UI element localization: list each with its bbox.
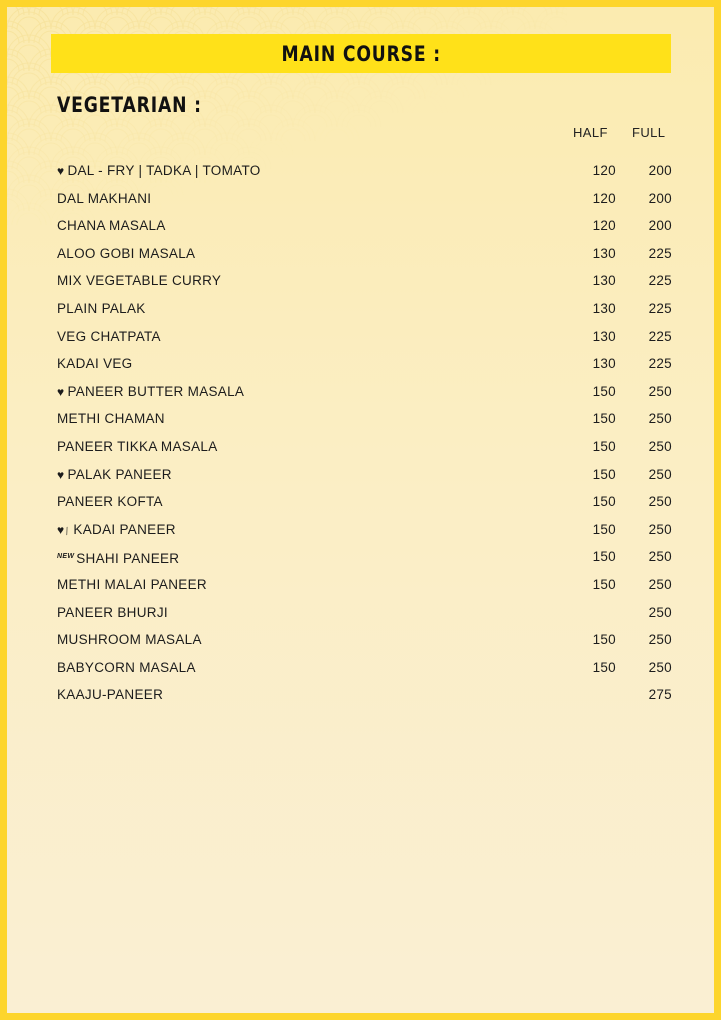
menu-item-name: SHAHI PANEER — [76, 551, 180, 567]
menu-item-name-wrap — [57, 267, 221, 295]
menu-item-name: PANEER KOFTA — [57, 494, 163, 510]
full-price: 250 — [648, 659, 672, 675]
half-price: 120 — [592, 218, 616, 234]
menu-item — [57, 654, 672, 682]
menu-item — [57, 599, 672, 627]
half-price: 150 — [592, 466, 616, 482]
menu-item — [57, 157, 672, 185]
menu-item-name-wrap — [57, 571, 207, 599]
menu-item — [57, 516, 672, 544]
menu-item-name: METHI MALAI PANEER — [57, 576, 207, 592]
menu-item-name: DAL - FRY | TADKA | TOMATO — [67, 163, 261, 178]
menu-item-name-wrap — [57, 488, 163, 516]
menu-item — [57, 240, 672, 268]
menu-item-name-wrap — [57, 681, 163, 709]
half-price: 150 — [592, 549, 616, 565]
menu-item-name: MUSHROOM MASALA — [57, 632, 202, 648]
menu-item — [57, 267, 672, 295]
menu-item — [57, 323, 672, 351]
full-price: 200 — [648, 218, 672, 234]
menu-item-name: ALOO GOBI MASALA — [57, 245, 196, 261]
menu-item — [57, 185, 672, 213]
menu-item-name: KADAI VEG — [57, 356, 133, 372]
menu-item-name-wrap — [57, 378, 244, 407]
menu-item-name: BABYCORN MASALA — [57, 659, 196, 675]
full-price: 250 — [648, 494, 672, 510]
menu-item-name-wrap — [57, 599, 168, 627]
menu-item-name-wrap — [57, 405, 165, 433]
menu-item — [57, 488, 672, 516]
full-price: 225 — [648, 328, 672, 344]
full-price: 200 — [648, 163, 672, 178]
half-column-header: HALF — [573, 125, 608, 140]
menu-item-name-wrap — [57, 185, 151, 213]
half-price: 150 — [592, 576, 616, 592]
menu-item-name-wrap — [57, 543, 179, 573]
menu-item-name: PANEER BHURJI — [57, 604, 168, 620]
menu-item — [57, 681, 672, 709]
full-column-header: FULL — [632, 125, 666, 140]
heart-icon: ♥ — [57, 467, 65, 482]
full-price: 225 — [648, 356, 672, 372]
heart-icon: ♥ — [57, 522, 65, 537]
full-price: 250 — [648, 576, 672, 592]
full-price: 250 — [648, 411, 672, 427]
chili-icon: ∕ — [64, 525, 72, 537]
full-price: 225 — [648, 273, 672, 289]
menu-item-name-wrap — [57, 654, 196, 682]
menu-item-name: KADAI PANEER — [73, 521, 176, 537]
new-icon: NEW — [57, 553, 75, 561]
menu-item — [57, 461, 672, 489]
main-course-banner — [51, 34, 671, 73]
menu-item — [57, 433, 672, 461]
half-price: 150 — [592, 494, 616, 510]
menu-item-name: PALAK PANEER — [67, 466, 172, 482]
menu-item — [57, 626, 672, 654]
half-price: 130 — [592, 300, 616, 316]
menu-item — [57, 571, 672, 599]
menu-item-name: PLAIN PALAK — [57, 300, 146, 316]
full-price: 250 — [648, 549, 672, 565]
menu-item-name-wrap — [57, 157, 261, 186]
full-price: 250 — [648, 521, 672, 537]
half-price: 130 — [592, 273, 616, 289]
half-price: 150 — [592, 411, 616, 427]
menu-item — [57, 543, 672, 571]
half-price: 120 — [592, 190, 616, 206]
menu-item-name: VEG CHATPATA — [57, 328, 161, 344]
menu-item — [57, 212, 672, 240]
full-price: 250 — [648, 466, 672, 482]
menu-item-name: DAL MAKHANI — [57, 190, 152, 206]
vegetarian-menu-list — [57, 157, 672, 709]
full-price: 250 — [648, 383, 672, 399]
full-price: 250 — [648, 438, 672, 454]
menu-item-name-wrap — [57, 212, 166, 240]
half-price: 150 — [592, 521, 616, 537]
half-price: 150 — [592, 632, 616, 648]
half-price: 150 — [592, 438, 616, 454]
menu-item-name-wrap — [57, 350, 132, 378]
full-price: 225 — [648, 300, 672, 316]
menu-item-name: CHANA MASALA — [57, 218, 166, 234]
menu-item-name-wrap — [57, 323, 161, 351]
menu-item-name: METHI CHAMAN — [57, 411, 165, 427]
menu-item — [57, 350, 672, 378]
half-price: 120 — [592, 163, 616, 178]
heart-icon: ♥ — [57, 164, 65, 178]
main-course-title: MAIN COURSE : — [281, 41, 441, 66]
menu-item-name: PANEER TIKKA MASALA — [57, 438, 218, 454]
half-price: 150 — [592, 659, 616, 675]
menu-item-name-wrap — [57, 433, 218, 461]
half-price: 150 — [592, 383, 616, 399]
half-price: 130 — [592, 245, 616, 261]
menu-item-name-wrap — [57, 295, 146, 323]
full-price: 275 — [648, 687, 672, 703]
menu-item — [57, 405, 672, 433]
full-price: 250 — [648, 604, 672, 620]
menu-item-name-wrap — [57, 626, 202, 654]
menu-item — [57, 378, 672, 406]
menu-item-name: KAAJU-PANEER — [57, 687, 164, 703]
full-price: 250 — [648, 632, 672, 648]
menu-item-name-wrap — [57, 240, 195, 268]
full-price: 225 — [648, 245, 672, 261]
vegetarian-section-title: VEGETARIAN : — [57, 93, 202, 117]
menu-item-name-wrap — [57, 516, 176, 546]
menu-item-name: MIX VEGETABLE CURRY — [57, 273, 222, 289]
heart-icon: ♥ — [57, 384, 65, 399]
half-price: 130 — [592, 356, 616, 372]
full-price: 200 — [648, 190, 672, 206]
menu-item-name: PANEER BUTTER MASALA — [67, 383, 245, 399]
half-price: 130 — [592, 328, 616, 344]
menu-item — [57, 295, 672, 323]
menu-item-name-wrap — [57, 461, 172, 490]
